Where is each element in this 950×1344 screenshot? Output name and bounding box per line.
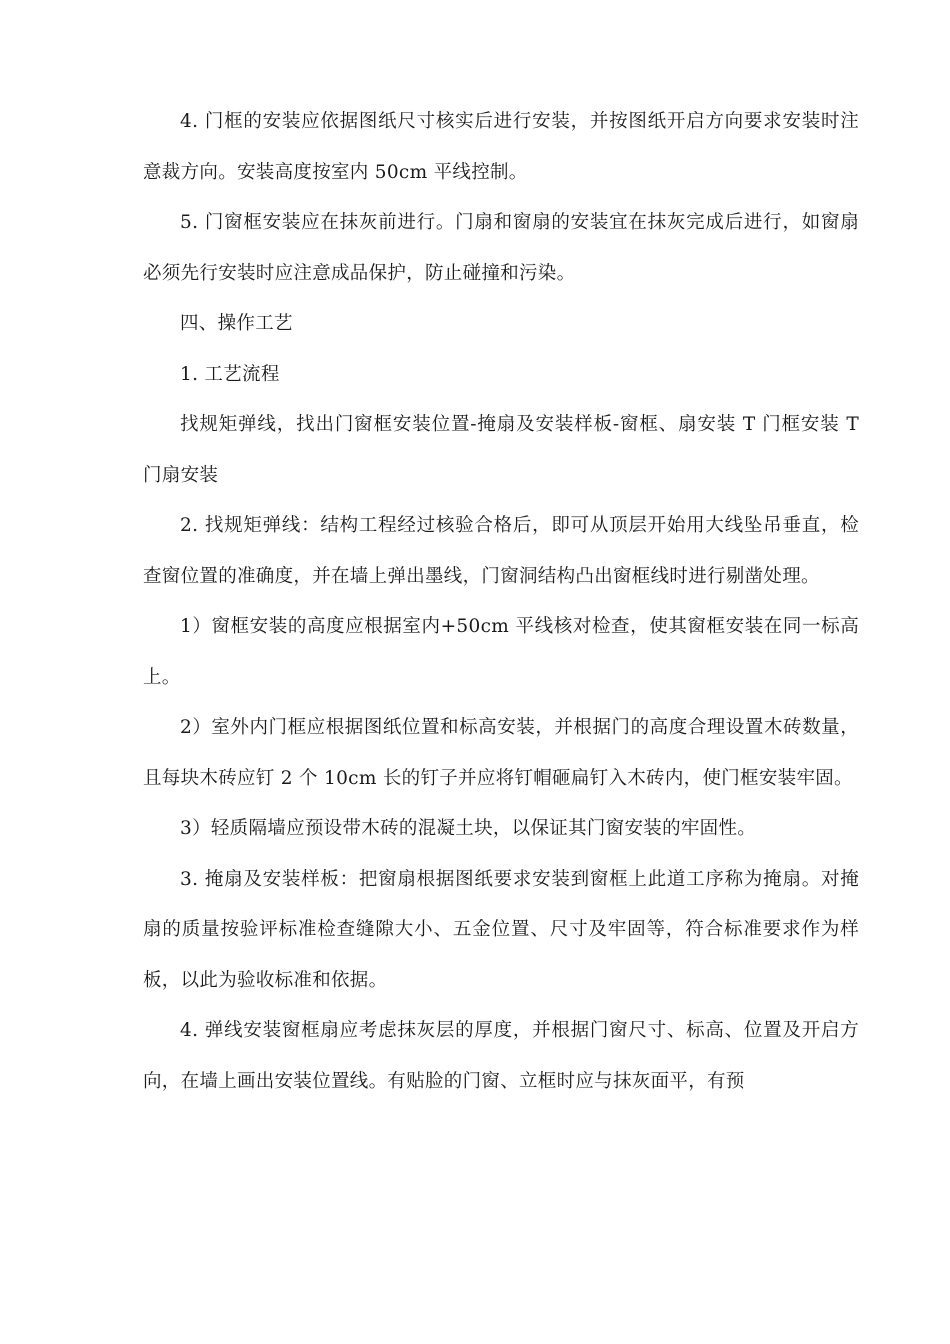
paragraph-door-frame-install: 4. 门框的安装应依据图纸尺寸核实后进行安装，并按图纸开启方向要求安装时注意裁方向。安装高度按室内 50cm 平线控制。 (143, 111, 859, 183)
list-item-light-partition: 3）轻质隔墙应预设带木砖的混凝土块，以保证其门窗安装的牢固性。 (180, 818, 757, 839)
paragraph-layout-lines: 2. 找规矩弹线：结构工程经过核验合格后，即可从顶层开始用大线坠吊垂直，检查窗位置的准确度，并在墙上弹出墨线，门窗洞结构凸出窗框线时进行剔凿处理。 (143, 515, 859, 587)
paragraph-line-marking-install: 4. 弹线安装窗框扇应考虑抹灰层的厚度，并根据门窗尺寸、标高、位置及开启方向，在墙上画出安装位置线。有贴脸的门窗、立框时应与抹灰面平，有预 (143, 1020, 859, 1092)
document-body (143, 97, 859, 1107)
paragraph-frame-before-plaster: 5. 门窗框安装应在抹灰前进行。门扇和窗扇的安装宜在抹灰完成后进行，如窗扇必须先行安装时应注意成品保护，防止碰撞和污染。 (143, 212, 859, 284)
section-heading-operation-process: 四、操作工艺 (180, 313, 293, 334)
list-item-window-frame-height: 1）窗框安装的高度应根据室内+50cm 平线核对检查，使其窗框安装在同一标高上。 (143, 616, 859, 688)
paragraph-sash-sample: 3. 掩扇及安装样板：把窗扇根据图纸要求安装到窗框上此道工序称为掩扇。对掩扇的质量按验评标准检查缝隙大小、五金位置、尺寸及牢固等，符合标准要求作为样板，以此为验收标准和依据。 (143, 868, 859, 991)
subheading-process-flow: 1. 工艺流程 (180, 363, 280, 385)
paragraph-process-flow-steps: 找规矩弹线，找出门窗框安装位置-掩扇及安装样板-窗框、扇安装 T 门框安装 T 门扇安装 (143, 414, 859, 486)
list-item-door-frame-position: 2）室外内门框应根据图纸位置和标高安装，并根据门的高度合理设置木砖数量，且每块木砖应钉 2 个 10cm 长的钉子并应将钉帽砸扁钉入木砖内，使门框安装牢固。 (143, 717, 859, 789)
